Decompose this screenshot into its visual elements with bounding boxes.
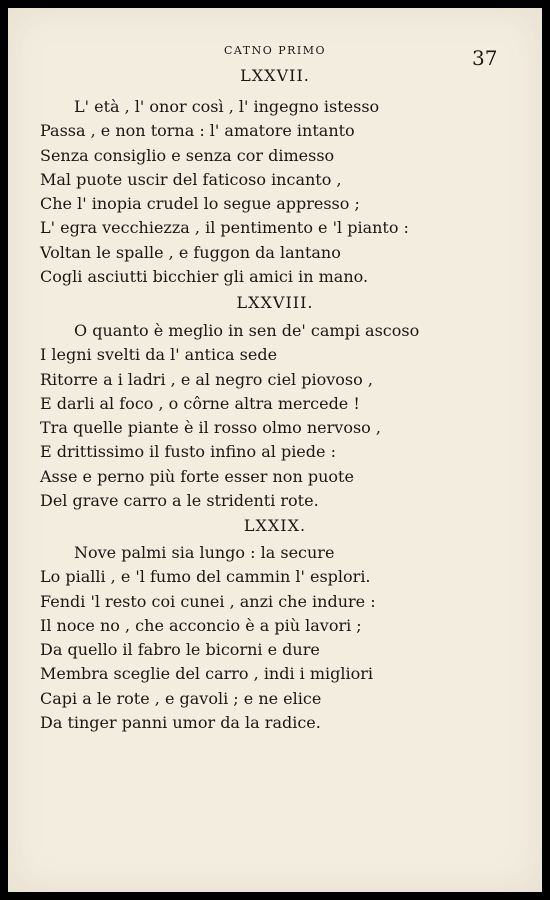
stanza-number: LXXVIII. <box>236 293 314 312</box>
verse-line: Da tinger panni umor da la radice. <box>40 713 321 733</box>
stanza <box>40 319 510 513</box>
verse-line: O quanto è meglio in sen de' campi ascoso <box>74 321 420 340</box>
verse-line: Lo pialli , e 'l fumo del cammin l' esplori. <box>40 567 371 587</box>
verse-line: Capi a le rote , e gavoli ; e ne elice <box>40 688 322 708</box>
verse-line: Ritorre a i ladri , e al negro ciel piovoso , <box>40 369 373 389</box>
verse-line: L' età , l' onor così , l' ingegno istesso <box>74 97 380 116</box>
verse-line: Cogli asciutti bicchier gli amici in mano. <box>40 267 369 287</box>
page-number: 37 <box>472 46 498 70</box>
stanza <box>40 95 510 289</box>
verse-line: E drittissimo il fusto infino al piede : <box>40 442 336 462</box>
verse-line: Asse e perno più forte esser non puote <box>40 466 354 486</box>
verse-line: Il noce no , che acconcio è a più lavori ; <box>40 615 362 635</box>
book-page <box>8 8 542 892</box>
verse-line: Del grave carro a le stridenti rote. <box>40 491 319 511</box>
verse-line: Passa , e non torna : l' amatore intanto <box>40 121 355 141</box>
verse-line: Mal puote uscir del faticoso incanto , <box>40 169 342 189</box>
running-head: CATNO PRIMO <box>223 44 327 57</box>
stanza-number: LXXVII. <box>240 66 310 85</box>
verse-line: Senza consiglio e senza cor dimesso <box>40 145 335 165</box>
verse-line: Voltan le spalle , e fuggon da lantano <box>40 242 341 262</box>
verse-line: Che l' inopia crudel lo segue appresso ; <box>40 194 360 214</box>
verse-line: Fendi 'l resto coi cunei , anzi che indure : <box>40 591 376 611</box>
verse-line: L' egra vecchiezza , il pentimento e 'l pianto : <box>40 218 409 238</box>
verse-line: Da quello il fabro le bicorni e dure <box>40 640 320 660</box>
verse-line: Membra sceglie del carro , indi i migliori <box>40 664 374 684</box>
stanza <box>40 541 510 735</box>
verse-line: Tra quelle piante è il rosso olmo nervoso , <box>40 418 381 438</box>
verse-line: E darli al foco , o côrne altra mercede ! <box>40 393 360 413</box>
verse-line: I legni svelti da l' antica sede <box>40 345 278 365</box>
stanza-number: LXXIX. <box>243 516 307 535</box>
verse-line: Nove palmi sia lungo : la secure <box>74 543 335 562</box>
